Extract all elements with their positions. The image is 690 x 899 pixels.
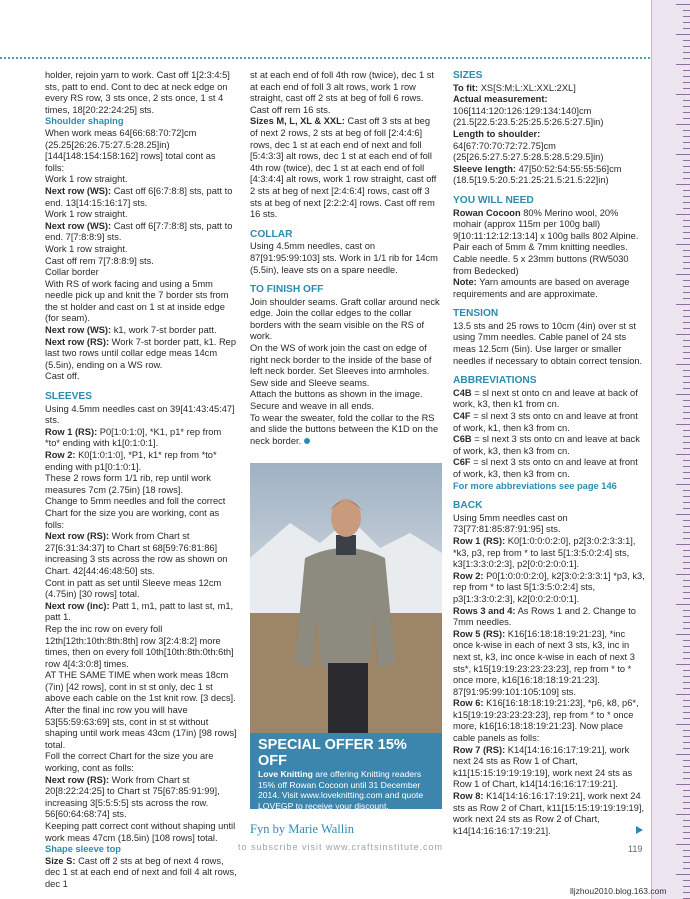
ruler-tick — [683, 478, 690, 479]
ruler-tick — [683, 838, 690, 839]
ruler-tick — [683, 466, 690, 467]
ruler-tick — [676, 64, 690, 65]
ruler-tick — [683, 268, 690, 269]
continue-arrow-icon — [636, 826, 643, 834]
ruler-tick — [683, 58, 690, 59]
trousers — [328, 663, 368, 733]
model-photo — [250, 463, 442, 733]
back-row-2: Row 2: P0[1:0:0:0:2:0], k2[3:0:2:3:3:1] *p3, k3, rep from * to last 5[1:3:5:0:2:4] sts, p3[1:3:3:0:2:3], k2[0:0:2:0:0:1]. — [453, 570, 645, 604]
ruler-tick — [683, 160, 690, 161]
ruler-tick — [683, 220, 690, 221]
finish-heading: TO FINISH OFF — [250, 284, 324, 296]
ruler-tick — [676, 514, 690, 515]
ruler-tick — [683, 718, 690, 719]
ruler-tick — [683, 400, 690, 401]
ruler-tick — [683, 328, 690, 329]
ruler-tick — [683, 592, 690, 593]
ruler-tick — [683, 316, 690, 317]
sleeves-6: Next row (RS): Work from Chart st 27[6:31:34:37] to Chart st 68[59:76:81:86] increasing 3 sts across the row as shown on Chart. 42[44:46:48:50] sts. — [45, 531, 228, 576]
sleeves-4: These 2 rows form 1/1 rib, rep until work measures 7cm (2.75in) [18 rows]. — [45, 473, 211, 495]
ruler-tick — [676, 694, 690, 695]
ruler-tick — [676, 454, 690, 455]
ruler-tick — [676, 874, 690, 875]
ruler-tick — [683, 100, 690, 101]
ruler-tick — [676, 724, 690, 725]
ruler-tick — [683, 40, 690, 41]
ruler-tick — [676, 184, 690, 185]
ruler-tick — [683, 286, 690, 287]
ruler-tick — [683, 82, 690, 83]
sleeves-14: Keeping patt correct cont without shaping until work meas 47cm (18.5in) [108 rows] total. — [45, 821, 236, 843]
finish-4: To wear the sweater, fold the collar to the RS and slide the buttons between the K1D on the neck border. — [250, 412, 439, 446]
column-1 — [45, 70, 237, 891]
ruler-tick — [683, 388, 690, 389]
ruler-tick — [683, 448, 690, 449]
ruler-tick — [683, 490, 690, 491]
ruler-tick — [683, 352, 690, 353]
collar-border-2: Next row (WS): k1, work 7-st border patt. — [45, 325, 217, 336]
sleeve-length: Sleeve length: 47[50:52:54:55:55:56]cm (18.5[19.5:20.5:21.25:21.5:21.5:22]in) — [453, 163, 622, 186]
ruler-tick — [683, 310, 690, 311]
shoulder-text: When work meas 64[66:68:70:72]cm (25.25[26:26.75:27.5:28.25]in) [144[148:154:158:162] rows] total cont as folls: — [45, 127, 216, 173]
ruler-tick — [683, 106, 690, 107]
sleeves-11: After the final inc row you will have 53[55:59:63:69] sts, cont in st st without shaping until work meas 43cm (17in) [98 rows] total. — [45, 705, 237, 750]
ruler-tick — [676, 154, 690, 155]
ruler-tick — [683, 532, 690, 533]
ruler-tick — [683, 496, 690, 497]
ruler-tick — [683, 862, 690, 863]
ruler-tick — [676, 754, 690, 755]
ruler-tick — [683, 682, 690, 683]
ruler-tick — [683, 712, 690, 713]
ruler-tick — [683, 568, 690, 569]
ruler-tick — [683, 142, 690, 143]
end-dot-icon — [304, 438, 310, 444]
ruler-tick — [683, 418, 690, 419]
ruler-tick — [683, 832, 690, 833]
back-row-3-4: Rows 3 and 4: As Rows 1 and 2. Change to 7mm needles. — [453, 605, 636, 628]
ruler-tick — [683, 190, 690, 191]
ruler-tick — [683, 580, 690, 581]
ruler-tick — [683, 508, 690, 509]
ruler-tick — [683, 796, 690, 797]
ruler-tick — [683, 586, 690, 587]
tension-heading: TENSION — [453, 308, 499, 320]
ruler-tick — [683, 442, 690, 443]
ruler-tick — [683, 436, 690, 437]
finish-3: Attach the buttons as shown in the image. Secure and weave in all ends. — [250, 389, 423, 412]
back-row-5: Row 5 (RS): K16[16:18:18:19:21:23], *inc once k-wise in each of next 3 sts, k3, inc in next st, k3, inc once k-wise in each of next 3 sts*, k15[19:19:23:23:23:23], rep from * to * once more, k16[16:18:18:19:21:23]. 87[91:95:99:101:105:109] sts. — [453, 628, 635, 697]
ruler-tick — [683, 10, 690, 11]
sleeves-3: Row 2: K0[1:0:1:0], *P1, k1* rep from *to* ending with p1[0:1:0:1]. — [45, 450, 217, 472]
ruler-tick — [683, 52, 690, 53]
ruler-tick — [676, 34, 690, 35]
cable-sweater — [295, 548, 395, 668]
ruler-tick — [683, 760, 690, 761]
ruler-tick — [683, 358, 690, 359]
top-dotted-rule — [0, 57, 650, 59]
ruler-tick — [683, 850, 690, 851]
sleeves-1: Using 4.5mm needles cast on 39[41:43:45:47] sts. — [45, 403, 235, 426]
shoulder-shaping-heading: Shoulder shaping — [45, 116, 124, 127]
ruler-tick — [683, 406, 690, 407]
ruler-tick — [683, 598, 690, 599]
col1-intro: holder, rejoin yarn to work. Cast off 1[2:3:4:5] sts, patt to end. Cont to dec at neck edge on every RS row, 3 sts once, 2 sts once, 1 st 4 times, 18[20:22:24:25] sts. — [45, 70, 230, 115]
ruler-tick — [683, 892, 690, 893]
ruler-tick — [683, 766, 690, 767]
ruler-tick — [683, 538, 690, 539]
offer-title: SPECIAL OFFER 15% OFF — [258, 737, 407, 769]
note: Note: Yarn amounts are based on average requirements and are approximate. — [453, 277, 630, 299]
ruler-tick — [676, 574, 690, 575]
sizes-heading: SIZES — [453, 70, 483, 81]
ruler-tick — [683, 238, 690, 239]
ruler-tick — [683, 820, 690, 821]
ruler-tick — [683, 700, 690, 701]
ruler-tick — [683, 742, 690, 743]
offer-link-text[interactable]: Visit www.loveknitting.com and quote LOVEGP to receive your discount. — [258, 790, 424, 811]
ruler-tick — [676, 784, 690, 785]
back-row-1: Row 1 (RS): K0[1:0:0:0:2:0], p2[3:0:2:3:3:1], *k3, p3, rep from * to last 5[1:3:5:0:2:4] sts, k3[1:3:3:0:2:3], p2[0:0:2:0:0:1]. — [453, 535, 636, 570]
ruler-tick — [683, 526, 690, 527]
ruler-tick — [683, 856, 690, 857]
ruler-tick — [683, 130, 690, 131]
ruler-tick — [683, 772, 690, 773]
shoulder-step-4: Next row (WS): Cast off 6[7:7:8:8] sts, patt to end. 7[7:8:8:9] sts. — [45, 220, 233, 243]
collar-border-heading: Collar border — [45, 267, 99, 278]
ruler-tick — [683, 658, 690, 659]
shoulder-step-1: Work 1 row straight. — [45, 174, 128, 185]
ruler-tick — [676, 544, 690, 545]
model-illustration — [250, 463, 442, 733]
ruler-tick — [683, 322, 690, 323]
finish-1: Join shoulder seams. Graft collar around neck edge. Join the collar edges to the collar borders with the seam visible on the RS of work. — [250, 296, 440, 342]
ruler-tick — [683, 706, 690, 707]
offer-body: Love Knitting are offering Knitting readers 15% off Rowan Cocoon until 31 December 2014. Visit www.loveknitting.com and quote LOVEGP to receive your discount. — [258, 769, 424, 811]
abbr-c6b: C6B = sl next 3 sts onto cn and leave at back of work, k3, then k3 from cn. — [453, 434, 640, 456]
sleeves-2: Row 1 (RS): P0[1:0:1:0], *K1, p1* rep from *to* ending with k1[0:1:0:1]. — [45, 426, 222, 449]
col2-intro: st at each end of foll 4th row (twice), dec 1 st at each end of foll 3 alt rows, work 1 row straight, cast off 2 sts at beg of foll 6 rows. Cast off rem 16 sts. — [250, 70, 434, 115]
ruler-tick — [683, 166, 690, 167]
ruler-tick — [683, 622, 690, 623]
ruler-tick — [676, 124, 690, 125]
ruler-tick — [676, 304, 690, 305]
ruler-tick — [683, 262, 690, 263]
ruler-tick — [683, 340, 690, 341]
ruler-tick — [683, 748, 690, 749]
ruler-tick — [676, 814, 690, 815]
ruler-tick — [683, 22, 690, 23]
ruler-tick — [683, 118, 690, 119]
collar-border-1: With RS of work facing and using a 5mm needle pick up and knit the 7 border sts from the st holder and cast on 1 st at inside edge (for seam). — [45, 278, 229, 324]
tension: 13.5 sts and 25 rows to 10cm (4in) over st st using 7mm needles. Cable panel of 24 sts meas 12.5cm (5in). Use larger or smaller needles if necessary to obtain correct tension. — [453, 320, 643, 366]
ruler-tick — [676, 844, 690, 845]
sleeves-10: AT THE SAME TIME when work meas 18cm (7in) [42 rows], cont in st st only, dec 1 st above each cable on the 1st knit row. [3 decs]. — [45, 670, 236, 704]
ruler-tick — [683, 208, 690, 209]
ruler-tick — [683, 70, 690, 71]
ruler-tick — [683, 628, 690, 629]
footer-subscribe: to subscribe visit www.craftsinstitute.com — [238, 842, 444, 852]
ruler-tick — [683, 736, 690, 737]
sleeves-heading: SLEEVES — [45, 391, 92, 403]
ruler-tick — [683, 148, 690, 149]
ruler-tick — [683, 46, 690, 47]
ruler-tick — [683, 370, 690, 371]
ruler-tick — [683, 280, 690, 281]
ruler-tick — [676, 634, 690, 635]
sleeves-15: Size S: Cast off 2 sts at beg of next 4 rows, dec 1 st at each end of next and foll 4 alt rows, dec 1 — [45, 855, 237, 889]
ruler-tick — [683, 472, 690, 473]
ruler-tick — [683, 16, 690, 17]
shoulder-step-6: Cast off rem 7[7:8:8:9] sts. — [45, 255, 154, 266]
abbr-c6f: C6F = sl next 3 sts onto cn and leave at front of work, k3, then k3 from cn. — [453, 457, 638, 479]
abbreviations-heading: ABBREVIATIONS — [453, 375, 537, 387]
ruler-tick — [676, 604, 690, 605]
sleeve-top-heading: Shape sleeve top — [45, 844, 121, 855]
ruler-tick — [683, 826, 690, 827]
ruler-tick — [683, 346, 690, 347]
ruler-tick — [683, 652, 690, 653]
ruler-tick — [683, 778, 690, 779]
measurement: 106[114:120:126:129:134:140]cm (21.5[22.5:23.5:25:25.5:26.5:27.5]in) — [453, 105, 604, 128]
ruler-tick — [683, 178, 690, 179]
fit: To fit: XS[S:M:L:XL:XXL:2XL] — [453, 82, 576, 93]
ruler-tick — [683, 256, 690, 257]
collar-heading: COLLAR — [250, 228, 293, 240]
back-1: Using 5mm needles cast on 73[77:81:85:87:91:95] sts. — [453, 512, 568, 535]
ruler-tick — [683, 688, 690, 689]
ruler-tick — [676, 664, 690, 665]
ruler-tick — [683, 382, 690, 383]
collar-border-3: Next row (RS): Work 7-st border patt, k1. Rep last two rows until collar edge meas 14cm (5.5in), ending on a WS row. — [45, 336, 237, 370]
scarf — [336, 535, 356, 555]
ruler-tick — [676, 214, 690, 215]
back-heading: BACK — [453, 500, 483, 512]
ruler-tick — [683, 460, 690, 461]
ruler-tick — [683, 616, 690, 617]
page-number: 119 — [628, 844, 643, 854]
ruler-tick — [683, 610, 690, 611]
abbr-c4b: C4B = sl next st onto cn and leave at back of work, k3, then k1 from cn. — [453, 387, 638, 410]
ruler-tick — [683, 670, 690, 671]
ruler-tick — [683, 808, 690, 809]
ruler-tick — [676, 94, 690, 95]
ruler-tick — [683, 172, 690, 173]
ruler-tick — [683, 502, 690, 503]
sleeves-13: Next row (RS): Work from Chart st 20[8:22:24:25] to Chart st 75[67:85:91:99], increasing 3[5:5:5:5] sts across the row. 56[60:64:68:74] sts. — [45, 774, 220, 820]
ruler-tick — [683, 550, 690, 551]
ruler-tick — [683, 112, 690, 113]
sleeves-8: Next row (inc): Patt 1, m1, patt to last st, m1, patt 1. — [45, 600, 234, 623]
ruler-tick — [683, 430, 690, 431]
back-row-6: Row 6: K16[16:18:18:19:21:23], *p6, k8, p6*, k15[19:19:23:23:23:23], rep from * to * once more, k16[16:18:18:19:21:23]. Now place cable panels as folls: — [453, 698, 639, 744]
ruler-tick — [683, 376, 690, 377]
ruler-tick — [683, 802, 690, 803]
designer-credit: Fyn by Marie Wallin — [250, 822, 354, 836]
ruler-tick — [676, 484, 690, 485]
ruler-tick — [676, 424, 690, 425]
ruler-tick — [683, 76, 690, 77]
shoulder-step-3: Work 1 row straight. — [45, 209, 128, 220]
length: Length to shoulder: 64[67:70:70:72:72.75]cm (25[26.5:27.5:27.5:28.5:28.5:29.5]in) — [453, 128, 604, 163]
back-row-7: Row 7 (RS): K14[14:16:16:17:19:21], work next 24 sts as Row 1 of Chart, k11[15:15:19:19:19:19], work next 24 sts as Row 1 of Chart, k14[14:16:16:17:19:21]. — [453, 744, 633, 790]
ruler-tick — [683, 520, 690, 521]
ruler-tick — [676, 244, 690, 245]
side-ruler — [651, 0, 690, 899]
ruler-tick — [683, 790, 690, 791]
ruler-tick — [683, 880, 690, 881]
more-abbreviations-link[interactable]: For more abbreviations see page 146 — [453, 480, 617, 491]
ruler-tick — [683, 730, 690, 731]
ruler-tick — [683, 226, 690, 227]
ruler-tick — [683, 298, 690, 299]
you-will-need-heading: YOU WILL NEED — [453, 194, 534, 206]
ruler-tick — [676, 4, 690, 5]
ruler-tick — [683, 886, 690, 887]
special-offer-box — [250, 733, 442, 809]
column-2 — [250, 70, 440, 447]
shoulder-step-2: Next row (WS): Cast off 6[6:7:8:8] sts, patt to end. 13[14:15:16:17] sts. — [45, 185, 233, 208]
ruler-tick — [683, 202, 690, 203]
ruler-tick — [683, 868, 690, 869]
measurement-heading: Actual measurement: — [453, 94, 548, 105]
column-3 — [453, 70, 645, 837]
ruler-tick — [676, 334, 690, 335]
abbr-c4f: C4F = sl next 3 sts onto cn and leave at front of work, k1, then k3 from cn. — [453, 411, 638, 433]
back-row-8: Row 8: K14[14:16:16:17:19:21], work next 24 sts as Row 2 of Chart, k11[15:15:19:19:19:19], work next 24 sts as Row 2 of Chart, k14[14:16:16:17:19:21]. — [453, 791, 645, 836]
yarn: Rowan Cocoon 80% Merino wool, 20% mohair (approx 115m per 100g ball) 9[10:11:12:12:13:14] x 100g balls 802 Alpine. Pair each of 5mm & 7mm knitting needles. Cable needle. 5 x 23mm buttons (RW5030 from Bedecked) — [453, 207, 639, 276]
shoulder-step-5: Work 1 row straight. — [45, 243, 128, 254]
sleeves-9: Rep the inc row on every foll 12th[12th:10th:8th:8th] row 3[2:4:8:2] more times, then on every foll 10th[10th:8th:0th:6th] row 4[4:3:0:8] times. — [45, 623, 234, 669]
ruler-tick — [683, 412, 690, 413]
ruler-tick — [683, 640, 690, 641]
finish-2: On the WS of work join the cast on edge of right neck border to the inside of the base of left neck border. Set Sleeves into armholes. Sew side and Sleeve seams. — [250, 343, 432, 388]
ruler-tick — [683, 28, 690, 29]
ruler-tick — [683, 556, 690, 557]
watermark: lljzhou2010.blog.163.com — [570, 886, 667, 896]
ruler-tick — [683, 292, 690, 293]
ruler-tick — [683, 196, 690, 197]
ruler-tick — [683, 232, 690, 233]
ruler-tick — [683, 136, 690, 137]
ruler-tick — [683, 250, 690, 251]
ruler-tick — [683, 88, 690, 89]
collar-text: Using 4.5mm needles, cast on 87[91:95:99:103] sts. Work in 1/1 rib for 14cm (5.5in), leave sts on a spare needle. — [250, 241, 438, 275]
sleeves-7: Cont in patt as set until Sleeve meas 12cm (4.75in) [30 rows] total. — [45, 577, 222, 600]
sizes-m-xxl: Sizes M, L, XL & XXL: Cast off 3 sts at beg of next 2 rows, 2 sts at beg of foll [2:4:4:6] rows, dec 1 st at each end of next and foll [5:4:3:3] alt rows, dec 1 st at each end of foll 4th row (twice), dec 1 st at each end of foll [4:3:4:4] alt rows, work 1 row straight, cast off 2 sts at beg of next [2:4:6:4] rows, cast off 3 sts at beg of next [2:2:2:4] rows. Cast off rem 16 sts. — [250, 116, 437, 220]
sleeves-12: Foll the correct Chart for the size you are working, cont as folls: — [45, 751, 214, 774]
ruler-tick — [683, 562, 690, 563]
ruler-tick — [676, 394, 690, 395]
collar-border-4: Cast off. — [45, 371, 80, 382]
ruler-tick — [683, 676, 690, 677]
ruler-tick — [676, 274, 690, 275]
ruler-tick — [683, 646, 690, 647]
ruler-tick — [676, 364, 690, 365]
sleeves-5: Change to 5mm needles and foll the correct Chart for the size you are working, cont as folls: — [45, 496, 226, 530]
